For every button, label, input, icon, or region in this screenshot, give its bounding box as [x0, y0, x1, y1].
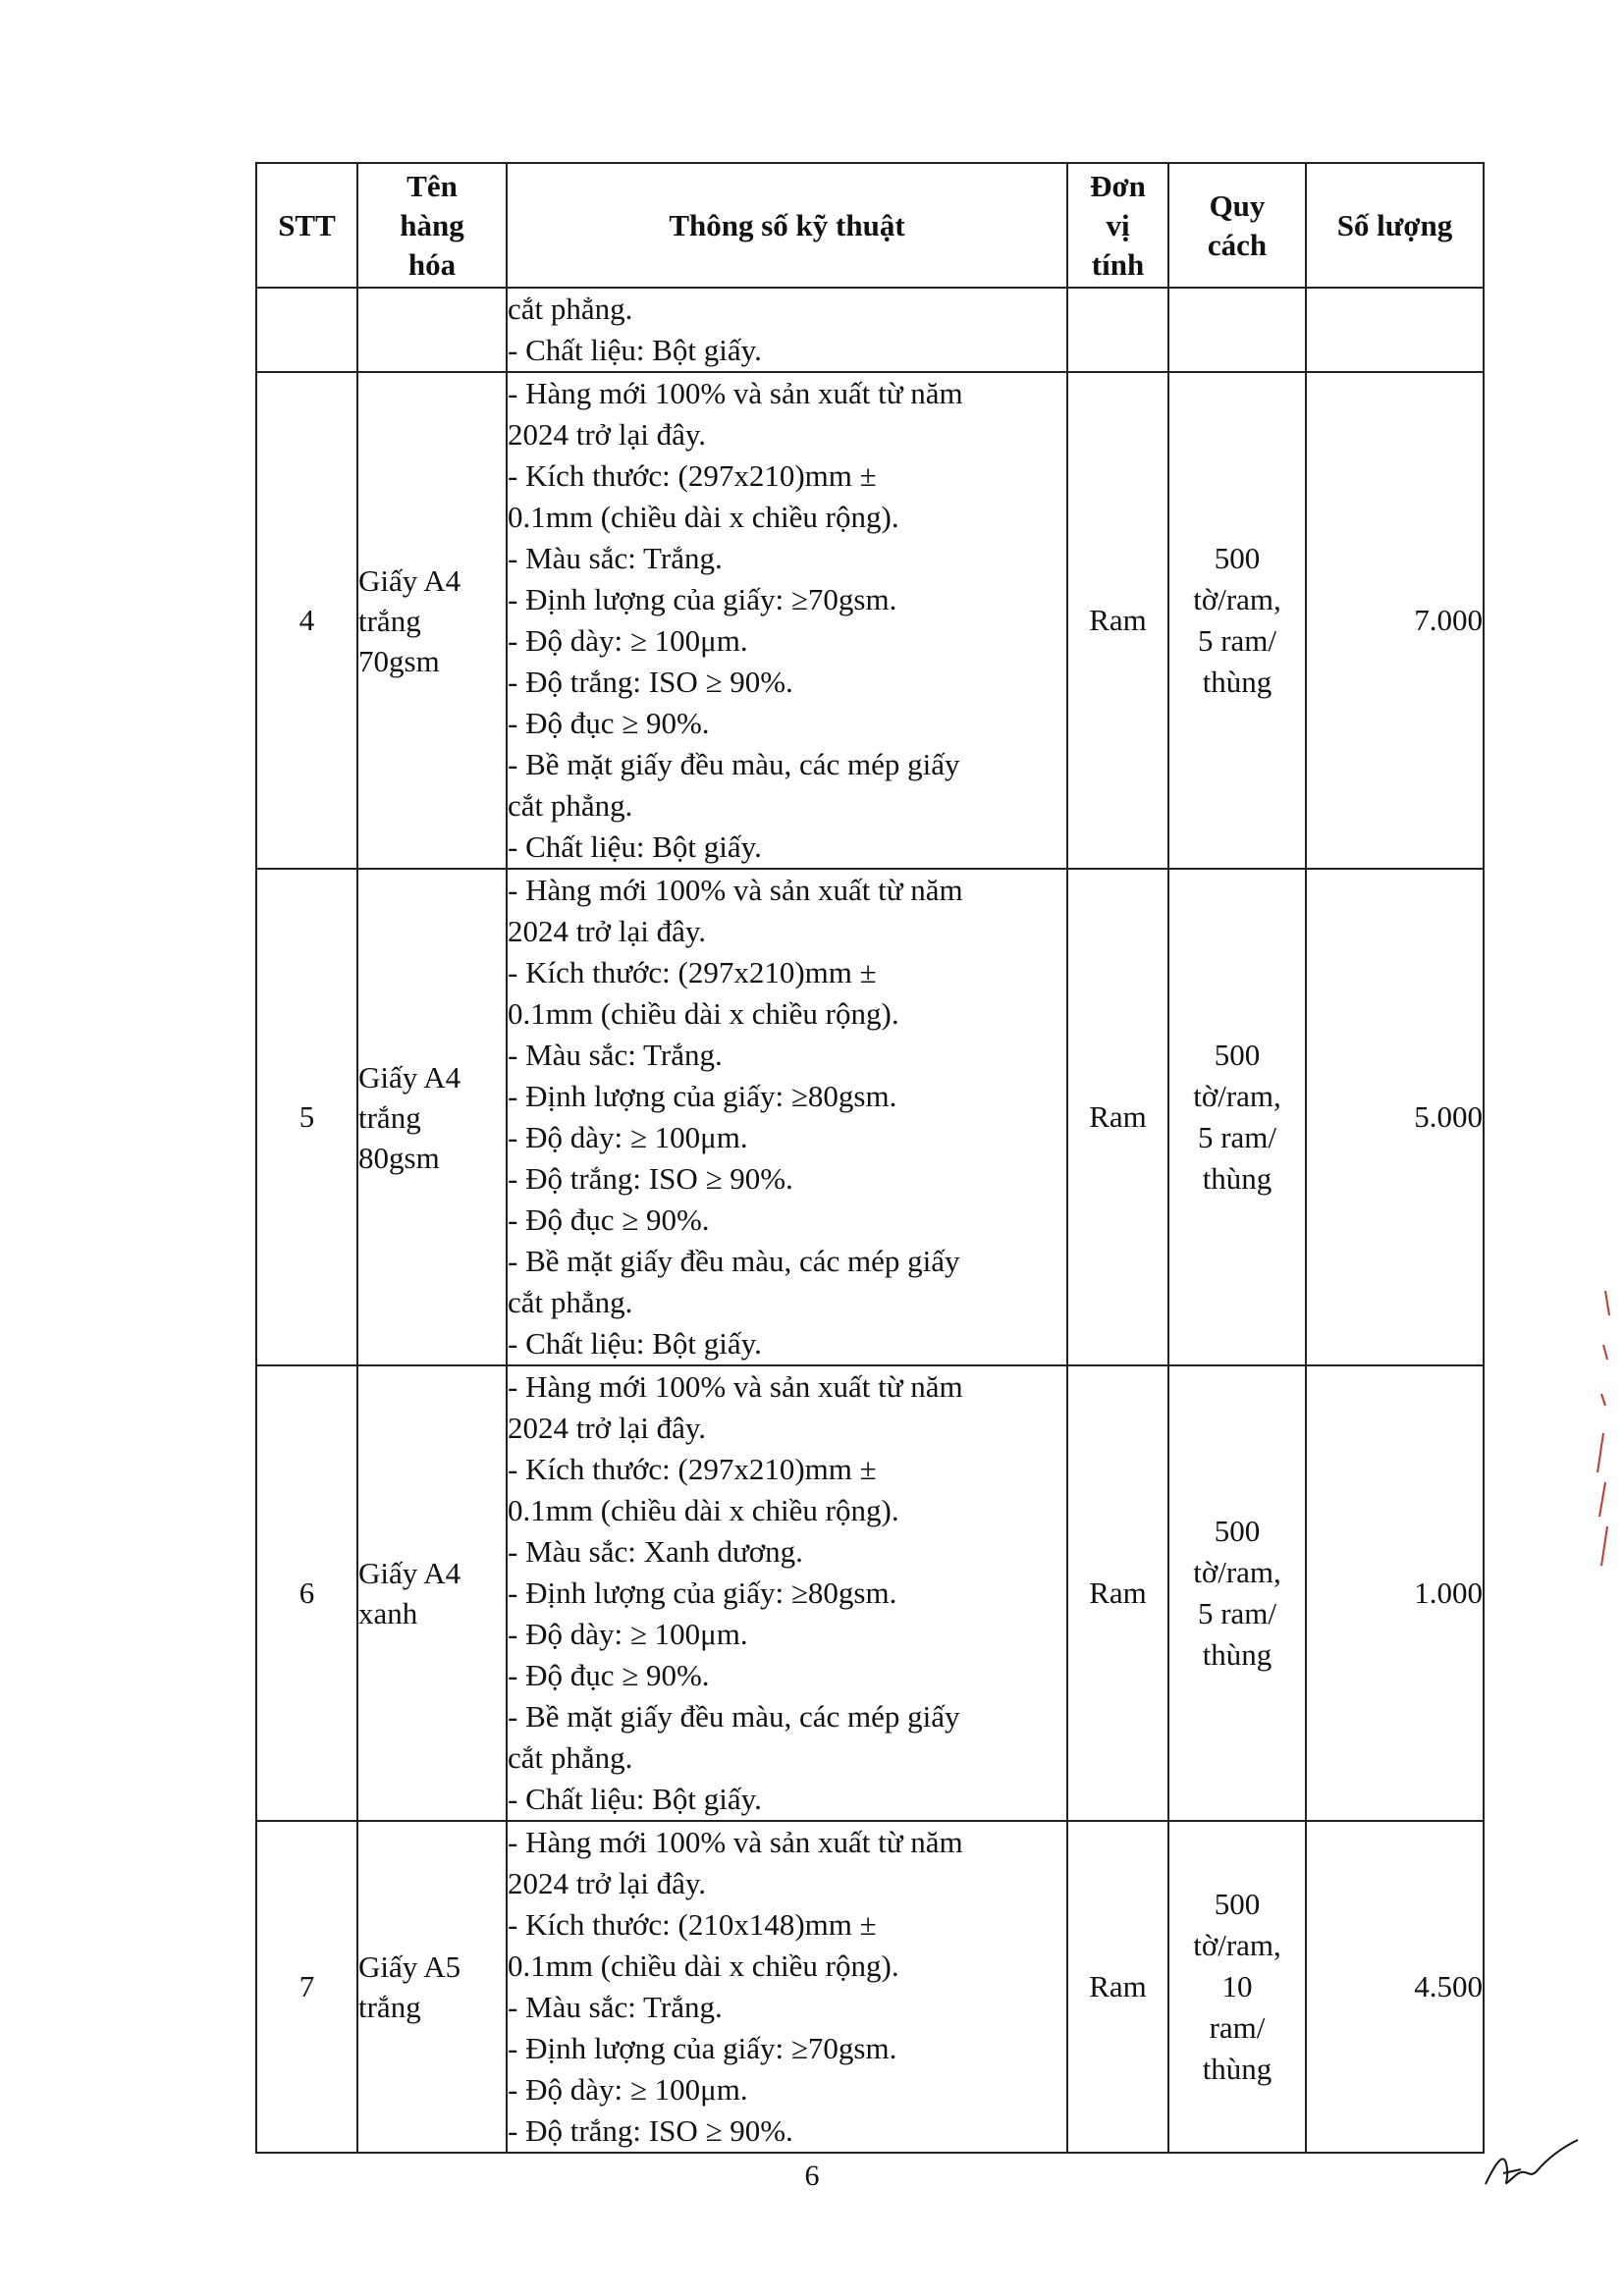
- header-name-line: hàng: [400, 207, 464, 242]
- spec-line: 2024 trở lại đây.: [508, 1411, 707, 1445]
- table-row: [256, 869, 1484, 1365]
- spec-line: - Chất liệu: Bột giấy.: [508, 829, 762, 864]
- product-name-line: trắng: [358, 603, 421, 638]
- spec-line: - Độ trắng: ISO ≥ 90%.: [508, 665, 793, 699]
- packaging-line: thùng: [1202, 1637, 1272, 1672]
- quantity-cell: 5.000: [1306, 869, 1484, 1365]
- spec-line: - Độ dày: ≥ 100μm.: [508, 2072, 748, 2107]
- product-name-cell: [357, 288, 507, 372]
- product-name-line: 80gsm: [358, 1140, 440, 1175]
- packaging-line: 5 ram/: [1197, 1120, 1277, 1154]
- spec-line: - Độ đục ≥ 90%.: [508, 1202, 710, 1237]
- spec-cell: [507, 372, 1067, 869]
- spec-line: 0.1mm (chiều dài x chiều rộng).: [508, 1949, 899, 1983]
- unit-cell: Ram: [1067, 372, 1168, 869]
- packaging-line: thùng: [1202, 1161, 1272, 1196]
- spec-line: - Độ đục ≥ 90%.: [508, 706, 710, 740]
- packaging-line: 5 ram/: [1197, 623, 1277, 658]
- table-row: [256, 372, 1484, 869]
- table-row: [256, 1821, 1484, 2153]
- spec-line: 2024 trở lại đây.: [508, 1866, 707, 1900]
- product-name-line: xanh: [358, 1596, 418, 1630]
- spec-line: - Kích thước: (297x210)mm ±: [508, 955, 877, 989]
- packaging-line: tờ/ram,: [1193, 1555, 1281, 1589]
- header-pack: [1168, 163, 1306, 288]
- spec-line: 0.1mm (chiều dài x chiều rộng).: [508, 1493, 899, 1527]
- header-unit-line: vị: [1106, 207, 1130, 242]
- handwritten-initials: [1478, 2130, 1586, 2199]
- product-name-cell: [357, 1365, 507, 1821]
- stt-cell: 5: [256, 869, 357, 1365]
- packaging-line: tờ/ram,: [1193, 1928, 1281, 1962]
- packaging-line: 10: [1221, 1969, 1253, 2003]
- product-name-line: Giấy A4: [358, 562, 461, 598]
- packaging-line: tờ/ram,: [1193, 582, 1281, 616]
- spec-line: - Bề mặt giấy đều màu, các mép giấy: [508, 747, 960, 781]
- table-header-row: [256, 163, 1484, 288]
- spec-line: - Định lượng của giấy: ≥70gsm.: [508, 582, 897, 616]
- spec-cell: [507, 1821, 1067, 2153]
- specification-table: [255, 162, 1485, 2154]
- spec-line: 2024 trở lại đây.: [508, 914, 707, 948]
- unit-cell: [1067, 288, 1168, 372]
- unit-cell: Ram: [1067, 1365, 1168, 1821]
- packaging-cell: [1168, 288, 1306, 372]
- page-number: 6: [804, 2160, 820, 2192]
- packaging-cell: [1168, 1365, 1306, 1821]
- spec-line: - Độ dày: ≥ 100μm.: [508, 623, 748, 658]
- spec-line: 0.1mm (chiều dài x chiều rộng).: [508, 500, 899, 534]
- spec-line: - Kích thước: (210x148)mm ±: [508, 1907, 877, 1942]
- stt-cell: 6: [256, 1365, 357, 1821]
- table-row: [256, 1365, 1484, 1821]
- spec-line: - Màu sắc: Trắng.: [508, 541, 723, 575]
- spec-line: - Hàng mới 100% và sản xuất từ năm: [508, 376, 963, 410]
- spec-line: - Chất liệu: Bột giấy.: [508, 333, 762, 367]
- product-name-line: trắng: [358, 1990, 421, 2024]
- header-spec: Thông số kỹ thuật: [507, 163, 1067, 288]
- spec-line: - Màu sắc: Xanh dương.: [508, 1534, 803, 1569]
- header-unit-line: tính: [1091, 246, 1145, 282]
- header-unit-line: Đơn: [1090, 168, 1146, 203]
- quantity-cell: 1.000: [1306, 1365, 1484, 1821]
- packaging-cell: [1168, 372, 1306, 869]
- spec-cell: [507, 288, 1067, 372]
- spec-line: cắt phẳng.: [508, 1285, 633, 1319]
- spec-line: - Chất liệu: Bột giấy.: [508, 1782, 762, 1816]
- header-pack-line: Quy: [1209, 187, 1266, 223]
- header-stt: STT: [256, 163, 357, 288]
- packaging-line: 500: [1214, 541, 1261, 575]
- packaging-line: 500: [1214, 1887, 1261, 1921]
- product-name-line: Giấy A4: [358, 1556, 461, 1590]
- header-name: [357, 163, 507, 288]
- quantity-cell: 7.000: [1306, 372, 1484, 869]
- product-name-cell: [357, 1821, 507, 2153]
- margin-pen-mark: [1586, 1286, 1615, 1571]
- packaging-line: ram/: [1209, 2010, 1266, 2045]
- spec-line: cắt phẳng.: [508, 788, 633, 823]
- product-name-line: trắng: [358, 1099, 421, 1135]
- unit-cell: Ram: [1067, 869, 1168, 1365]
- packaging-cell: [1168, 869, 1306, 1365]
- header-name-line: hóa: [407, 246, 457, 282]
- spec-line: 2024 trở lại đây.: [508, 417, 707, 452]
- product-name-line: 70gsm: [358, 643, 440, 678]
- header-qty: Số lượng: [1306, 163, 1484, 288]
- stt-cell: [256, 288, 357, 372]
- packaging-line: 500: [1214, 1514, 1261, 1548]
- unit-cell: Ram: [1067, 1821, 1168, 2153]
- spec-line: - Chất liệu: Bột giấy.: [508, 1326, 762, 1361]
- spec-cell: [507, 1365, 1067, 1821]
- header-name-line: Tên: [406, 168, 458, 203]
- packaging-line: thùng: [1202, 665, 1272, 699]
- header-pack-line: cách: [1207, 227, 1268, 262]
- product-name-cell: [357, 869, 507, 1365]
- quantity-cell: [1306, 288, 1484, 372]
- spec-line: cắt phẳng.: [508, 1740, 633, 1775]
- spec-cell: [507, 869, 1067, 1365]
- header-unit: [1067, 163, 1168, 288]
- spec-line: - Độ trắng: ISO ≥ 90%.: [508, 1161, 793, 1196]
- spec-line: - Hàng mới 100% và sản xuất từ năm: [508, 1369, 963, 1404]
- table-row: [256, 288, 1484, 372]
- product-name-cell: [357, 372, 507, 869]
- spec-line: - Hàng mới 100% và sản xuất từ năm: [508, 1825, 963, 1859]
- table-body: [256, 288, 1484, 2153]
- product-name-line: Giấy A5: [358, 1949, 461, 1984]
- stt-cell: 7: [256, 1821, 357, 2153]
- spec-line: - Độ dày: ≥ 100μm.: [508, 1120, 748, 1154]
- spec-line: - Định lượng của giấy: ≥70gsm.: [508, 2031, 897, 2065]
- spec-line: cắt phẳng.: [508, 292, 633, 326]
- spec-line: - Kích thước: (297x210)mm ±: [508, 458, 877, 493]
- spec-line: - Màu sắc: Trắng.: [508, 1990, 723, 2024]
- spec-line: - Bề mặt giấy đều màu, các mép giấy: [508, 1244, 960, 1278]
- packaging-line: tờ/ram,: [1193, 1079, 1281, 1113]
- packaging-line: 5 ram/: [1197, 1596, 1277, 1630]
- product-name-line: Giấy A4: [358, 1059, 461, 1095]
- packaging-cell: [1168, 1821, 1306, 2153]
- spec-line: - Kích thước: (297x210)mm ±: [508, 1452, 877, 1486]
- quantity-cell: 4.500: [1306, 1821, 1484, 2153]
- spec-line: - Hàng mới 100% và sản xuất từ năm: [508, 873, 963, 907]
- spec-line: - Bề mặt giấy đều màu, các mép giấy: [508, 1699, 960, 1734]
- packaging-line: 500: [1214, 1038, 1261, 1072]
- spec-line: - Độ dày: ≥ 100μm.: [508, 1617, 748, 1651]
- spec-line: - Định lượng của giấy: ≥80gsm.: [508, 1079, 897, 1113]
- spec-line: - Độ đục ≥ 90%.: [508, 1658, 710, 1692]
- spec-line: - Độ trắng: ISO ≥ 90%.: [508, 2113, 793, 2148]
- spec-line: - Màu sắc: Trắng.: [508, 1038, 723, 1072]
- spec-line: 0.1mm (chiều dài x chiều rộng).: [508, 996, 899, 1031]
- stt-cell: 4: [256, 372, 357, 869]
- packaging-line: thùng: [1202, 2052, 1272, 2086]
- spec-line: - Định lượng của giấy: ≥80gsm.: [508, 1575, 897, 1610]
